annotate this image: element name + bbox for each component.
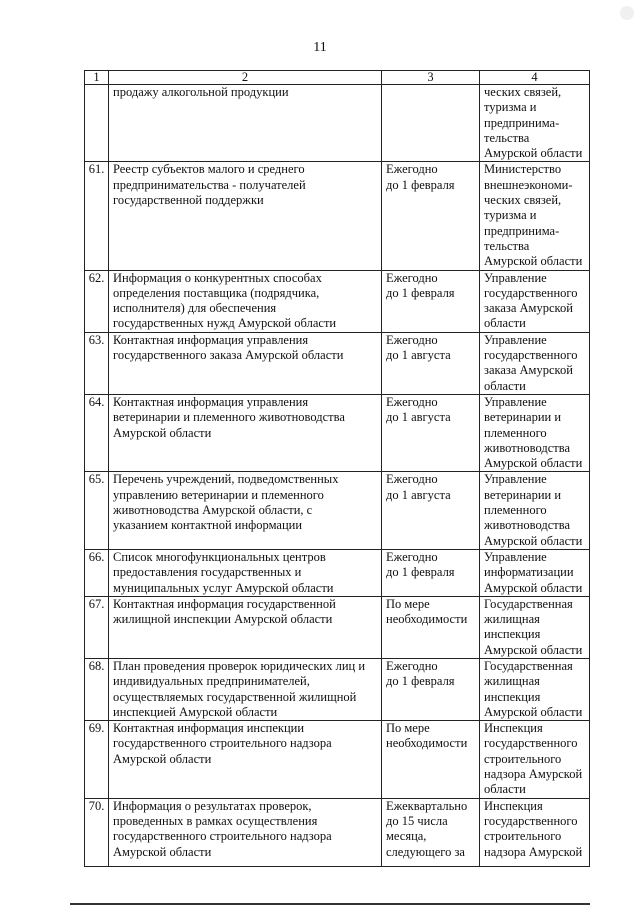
row-number: 61. [85,162,109,270]
row-name: Реестр субъектов малого и среднего предпринимательства - получателей государственной поддержки [109,162,382,270]
row-responsible: Инспекция государственного строительного надзора Амурской области [480,721,590,798]
row-term: Ежегодно до 1 февраля [382,658,480,720]
row-number: 70. [85,798,109,866]
row-name: Информация о конкурентных способах определения поставщика (подрядчика, исполнителя) для обеспечения государственных нужд Амурской области [109,270,382,332]
table-row [85,798,590,866]
row-responsible: Инспекция государственного строительного надзора Амурской [480,798,590,866]
row-number: 69. [85,721,109,798]
row-name: Контактная информация управления государственного заказа Амурской области [109,332,382,394]
row-name: Информация о результатах проверок, проведенных в рамках осуществления государственного строительного надзора Амурской области [109,798,382,866]
row-number: 68. [85,658,109,720]
row-number: 66. [85,549,109,596]
row-number: 63. [85,332,109,394]
row-name: План проведения проверок юридических лиц и индивидуальных предпринимателей, осуществляемых государственной жилищной инспекцией Амурской области [109,658,382,720]
row-responsible: Государственная жилищная инспекция Амурской области [480,596,590,658]
row-name: Контактная информация государственной жилищной инспекции Амурской области [109,596,382,658]
row-name: продажу алкогольной продукции [109,85,382,162]
row-term: Ежегодно до 1 февраля [382,270,480,332]
table-row [85,658,590,720]
table-row [85,332,590,394]
row-term: Ежегодно до 1 августа [382,394,480,471]
row-name: Контактная информация управления ветеринарии и племенного животноводства Амурской области [109,394,382,471]
row-responsible: Управление государственного заказа Амурской области [480,270,590,332]
header-cell-responsible: 4 [480,71,590,85]
row-term: Ежегодно до 1 февраля [382,162,480,270]
table-row [85,394,590,471]
row-number [85,85,109,162]
row-term [382,85,480,162]
table-header-row [85,71,590,85]
table-row [85,549,590,596]
register-table [84,70,590,867]
scan-artifact [620,6,634,20]
row-name: Перечень учреждений, подведомственных управлению ветеринарии и племенного животноводства Амурской области, с указанием контактной информации [109,472,382,549]
row-responsible: Управление ветеринарии и племенного животноводства Амурской области [480,394,590,471]
row-responsible: Министерство внешнеэкономи- ческих связей, туризма и предпринима- тельства Амурской области [480,162,590,270]
row-term: Ежегодно до 1 февраля [382,549,480,596]
header-cell-number: 1 [85,71,109,85]
table-row [85,270,590,332]
row-term: Ежеквартально до 15 числа месяца, следующего за [382,798,480,866]
row-responsible: Государственная жилищная инспекция Амурской области [480,658,590,720]
row-term: Ежегодно до 1 августа [382,472,480,549]
row-responsible: ческих связей, туризма и предпринима- тельства Амурской области [480,85,590,162]
row-name: Контактная информация инспекции государственного строительного надзора Амурской области [109,721,382,798]
row-term: По мере необходимости [382,721,480,798]
row-term: По мере необходимости [382,596,480,658]
table-row [85,472,590,549]
row-number: 67. [85,596,109,658]
table-row [85,721,590,798]
row-responsible: Управление ветеринарии и племенного животноводства Амурской области [480,472,590,549]
header-cell-name: 2 [109,71,382,85]
table-row [85,85,590,162]
row-number: 64. [85,394,109,471]
table-row [85,596,590,658]
page-number: 11 [313,40,327,55]
row-responsible: Управление информатизации Амурской области [480,549,590,596]
row-number: 62. [85,270,109,332]
table-row [85,162,590,270]
row-responsible: Управление государственного заказа Амурской области [480,332,590,394]
header-cell-term: 3 [382,71,480,85]
row-number: 65. [85,472,109,549]
row-term: Ежегодно до 1 августа [382,332,480,394]
row-name: Список многофункциональных центров предоставления государственных и муниципальных услуг Амурской области [109,549,382,596]
